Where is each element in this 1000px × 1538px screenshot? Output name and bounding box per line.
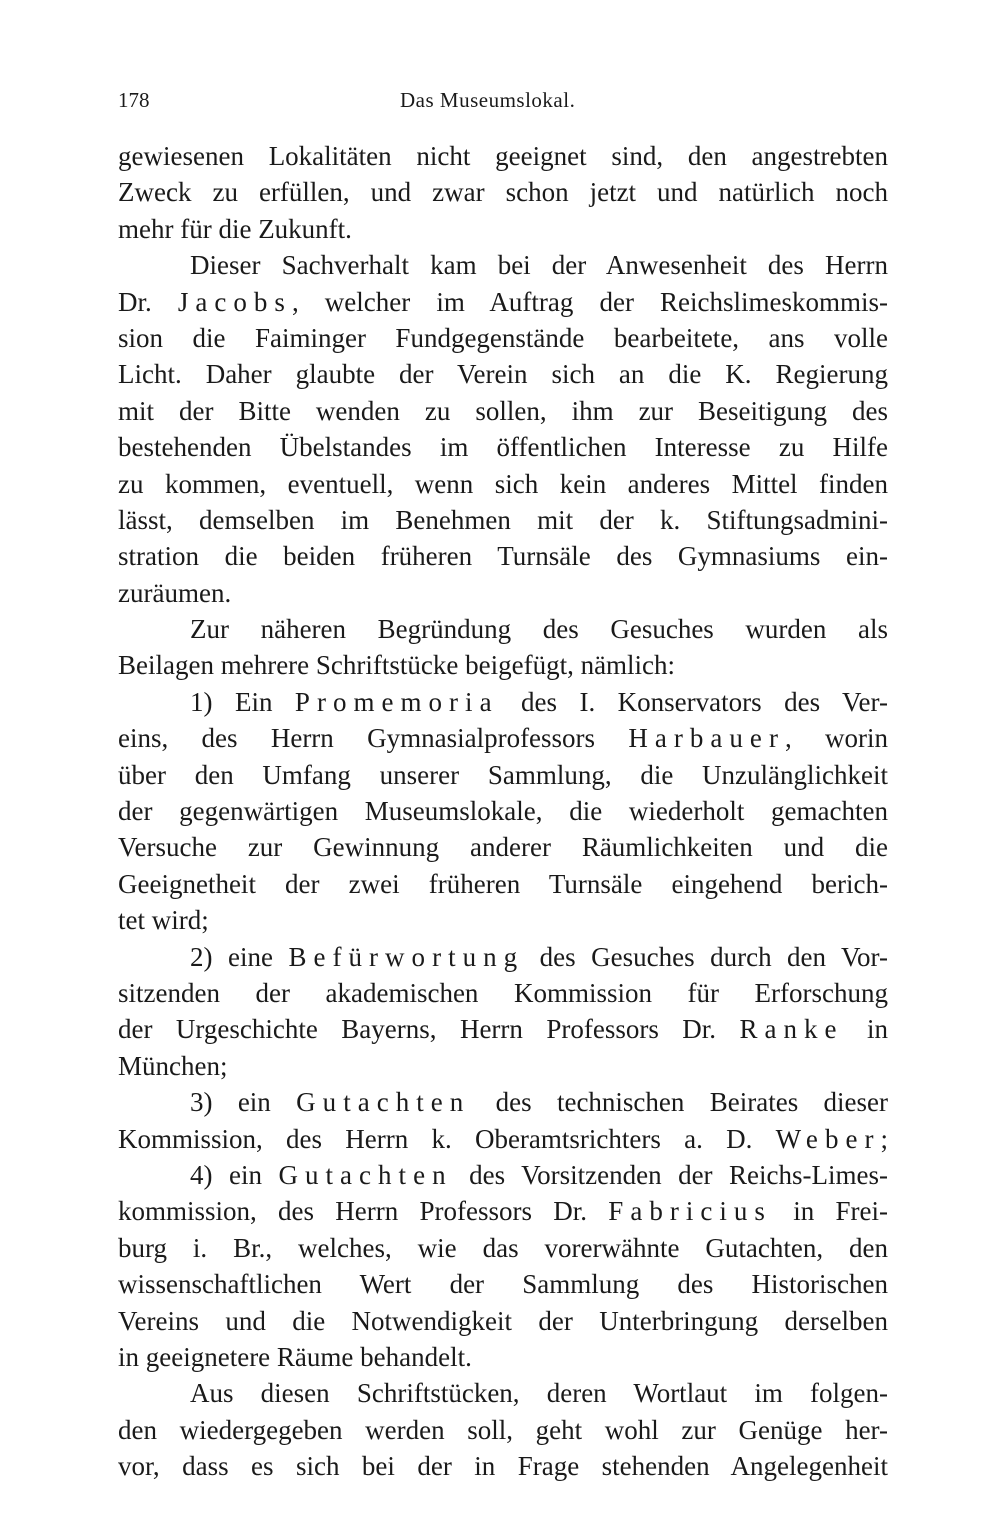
text-line: der gegenwärtigen Museumslokale, die wiederholt gemachten <box>118 796 888 827</box>
text-line: zu kommen, eventuell, wenn sich kein anderes Mittel finden <box>118 468 888 499</box>
spaced-name: Gutachten <box>296 1087 471 1118</box>
text-line: stration die beiden früheren Turnsäle des Gymnasiums ein- <box>118 541 888 572</box>
spaced-name: Befürwortung <box>288 941 525 972</box>
list-item-start-line: 3) ein Gutachten des technischen Beirates dieser <box>190 1087 888 1118</box>
paragraph-start-line: Zur näheren Begründung des Gesuches wurden als <box>190 614 888 645</box>
text-line: lässt, demselben im Benehmen mit der k. Stiftungsadmini- <box>118 504 888 535</box>
text-line: Dr. Jacobs, welcher im Auftrag der Reichslimeskommis- <box>118 286 889 317</box>
spaced-name: Harbauer <box>628 723 785 754</box>
spaced-name: Jacobs <box>177 286 292 317</box>
text-line: Zweck zu erfüllen, und zwar schon jetzt und natürlich noch <box>118 177 888 208</box>
text-line: wissenschaftlichen Wert der Sammlung des Historischen <box>118 1269 888 1300</box>
text-line: vor, dass es sich bei der in Frage stehenden Angelegenheit <box>118 1451 888 1482</box>
spaced-name: Gutachten <box>278 1159 453 1190</box>
text-line: burg i. Br., welches, wie das vorerwähnte Gutachten, den <box>118 1232 888 1263</box>
running-title: Das Museumslokal. <box>400 88 576 112</box>
spaced-name: Weber <box>775 1123 881 1154</box>
text-line: mit der Bitte wenden zu sollen, ihm zur Beseitigung des <box>118 395 888 426</box>
body-text <box>118 138 888 1484</box>
text-line: Vereins und die Notwendigkeit der Unterbringung derselben <box>118 1305 888 1336</box>
text-line: gewiesenen Lokalitäten nicht geeignet sind, den angestrebten <box>118 141 888 171</box>
text-line: Versuche zur Gewinnung anderer Räumlichkeiten und die <box>118 832 888 863</box>
text-line: München; <box>118 1050 228 1081</box>
list-item-start-line: 2) eine Befürwortung des Gesuches durch den Vor- <box>190 941 889 972</box>
list-item-start-line: 1) Ein Promemoria des I. Konservators des Ver- <box>190 686 888 717</box>
text-line: bestehenden Übelstandes im öffentlichen Interesse zu Hilfe <box>118 432 888 463</box>
text-line: Beilagen mehrere Schriftstücke beigefügt, nämlich: <box>118 650 676 681</box>
text-line: mehr für die Zukunft. <box>118 213 352 244</box>
text-line: den wiedergegeben werden soll, geht wohl zur Genüge her- <box>118 1414 888 1445</box>
paragraph-start-line: Dieser Sachverhalt kam bei der Anwesenheit des Herrn <box>190 250 888 281</box>
page-number: 178 <box>118 88 150 112</box>
text-line: über den Umfang unserer Sammlung, die Unzulänglichkeit <box>118 759 888 790</box>
text-line: Licht. Daher glaubte der Verein sich an die K. Regierung <box>118 359 888 390</box>
text-line: Geeignetheit der zwei früheren Turnsäle eingehend berich- <box>118 868 888 899</box>
text-line: Kommission, des Herrn k. Oberamtsrichters a. D. Weber; <box>118 1123 888 1154</box>
text-line: in geeignetere Räume behandelt. <box>118 1341 472 1372</box>
text-line: eins, des Herrn Gymnasialprofessors Harbauer, worin <box>118 723 888 754</box>
spaced-name: Ranke <box>739 1014 844 1045</box>
spaced-name: Promemoria <box>294 686 499 717</box>
text-line: tet wird; <box>118 905 209 936</box>
text-line: der Urgeschichte Bayerns, Herrn Professors Dr. Ranke in <box>118 1014 888 1045</box>
list-item-start-line: 4) ein Gutachten des Vorsitzenden der Reichs-Limes- <box>190 1159 888 1190</box>
page-header <box>118 88 884 118</box>
paragraph-start-line: Aus diesen Schriftstücken, deren Wortlaut im folgen- <box>190 1378 888 1409</box>
text-line: zuräumen. <box>118 577 232 608</box>
text-line: kommission, des Herrn Professors Dr. Fabricius in Frei- <box>118 1196 888 1227</box>
text-line: sion die Faiminger Fundgegenstände bearbeitete, ans volle <box>118 322 888 353</box>
spaced-name: Fabricius <box>608 1196 772 1227</box>
text-line: sitzenden der akademischen Kommission für Erforschung <box>118 977 888 1008</box>
